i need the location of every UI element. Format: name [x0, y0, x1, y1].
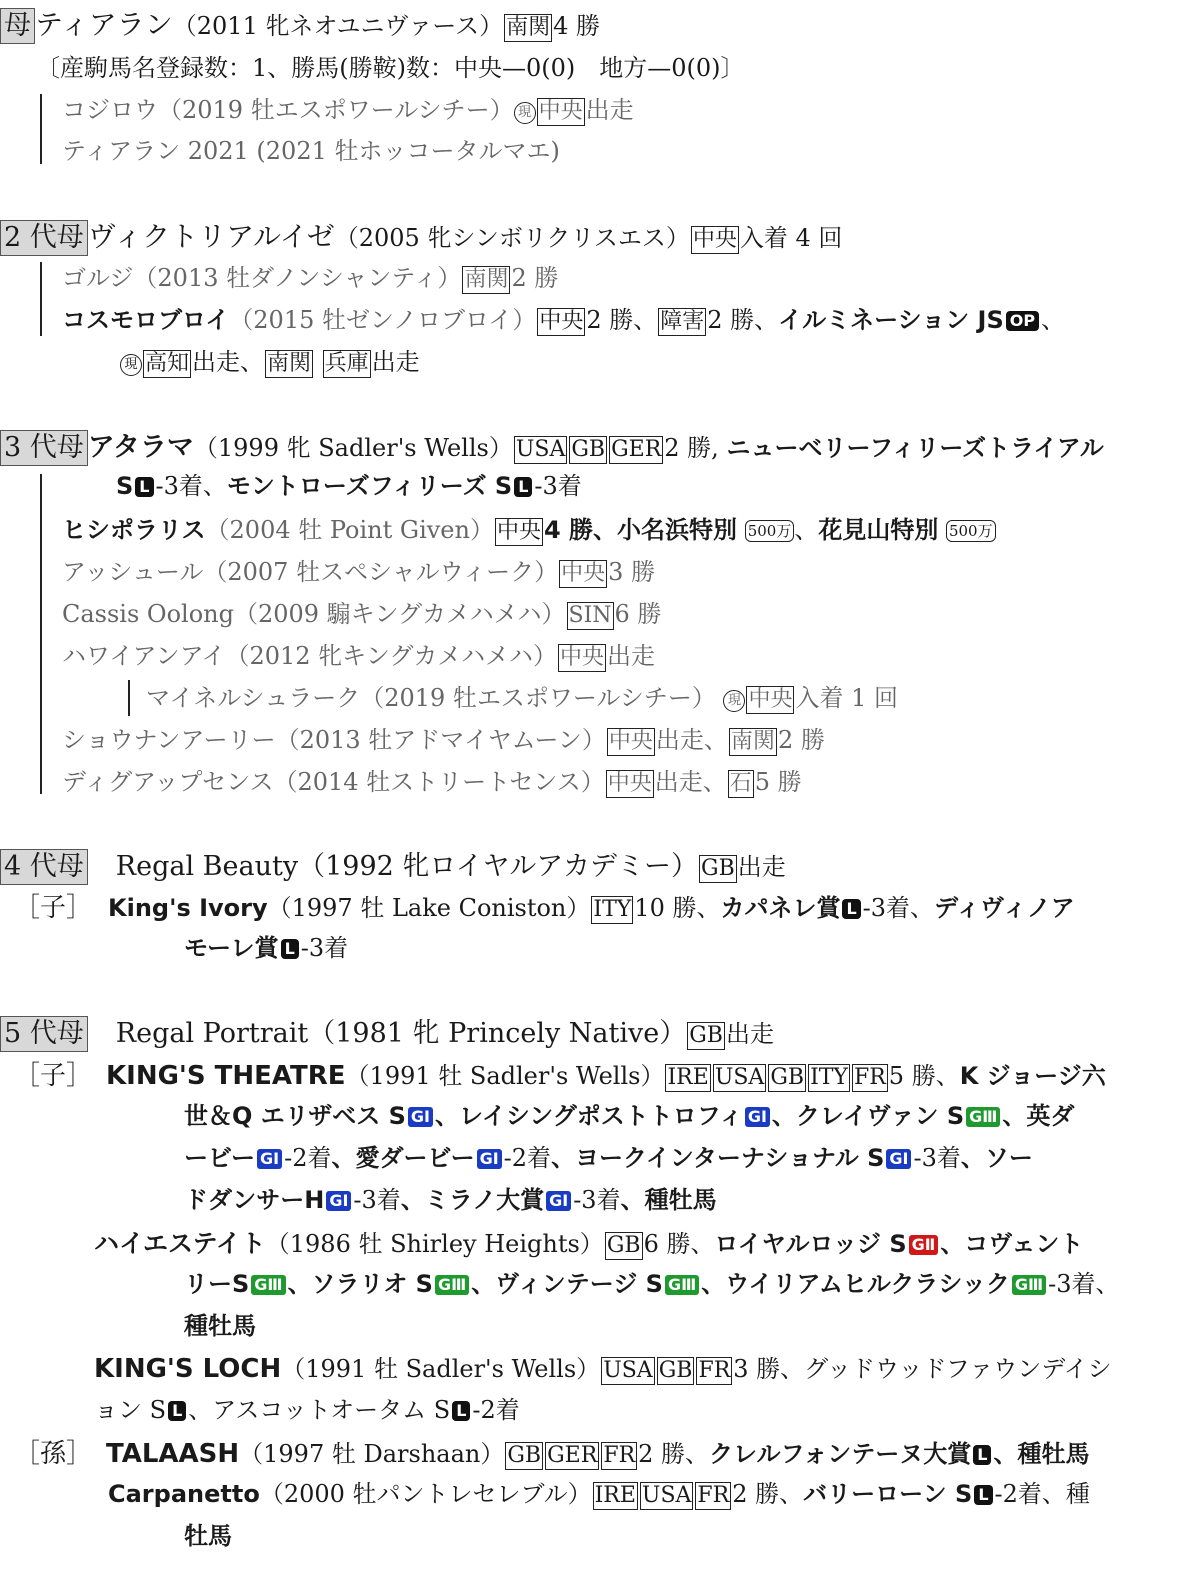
- current-mark: 現: [120, 354, 142, 376]
- race-result: 入着 1 回: [795, 684, 899, 712]
- generation-label: 母: [0, 8, 35, 44]
- offspring-name: ショウナンアーリー（2013 牡アドマイヤムーン）: [62, 726, 606, 754]
- section-3rd-dam: [0, 430, 1104, 466]
- offspring-name: KING'S THEATRE: [106, 1061, 346, 1091]
- section-2nd-dam: [0, 220, 842, 256]
- region-tag: GB: [770, 1065, 805, 1090]
- race-result: -2着: [472, 1396, 520, 1424]
- race-result: -3着、: [155, 472, 227, 500]
- region-tag: FR: [603, 1443, 636, 1468]
- race-name: ドダンサーH: [184, 1186, 325, 1214]
- offspring-row: [62, 556, 655, 588]
- offspring-row: [62, 766, 802, 798]
- offspring-name: ディグアップセンス（2014 牡ストリートセンス）: [62, 768, 605, 796]
- grandchild-label: ［孫］: [14, 1439, 93, 1469]
- offspring-row: [62, 724, 825, 756]
- offspring-row: [94, 1228, 1083, 1260]
- offspring-row: コスモロブロイ（2015 牡ゼンノロブロイ） 中央 2 勝、 障害 2 勝、イルミネーション JS OP 、: [62, 306, 1066, 334]
- region-tag: 中央: [607, 771, 652, 796]
- race-name: 、アスコットオータム S: [188, 1396, 451, 1424]
- offspring-name: ハワイアンアイ（2012 牝キングカメハメハ）: [62, 642, 557, 670]
- grade-badge-listed: L: [452, 1401, 470, 1421]
- race-row-cont: [116, 470, 582, 502]
- grade-badge-listed: L: [281, 939, 299, 959]
- region-tag: GB: [571, 437, 606, 462]
- offspring-name: King's Ivory: [108, 894, 268, 922]
- offspring-info: （1991 牡 Sadler's Wells）: [281, 1355, 601, 1383]
- race-result: -3着: [534, 472, 582, 500]
- race-name: モントローズフィリーズ S: [226, 472, 513, 500]
- race-result: 6 勝: [614, 600, 662, 628]
- race-result: 4 勝: [553, 12, 600, 40]
- region-tag: FR: [698, 1358, 731, 1383]
- offspring-info: （1986 牡 Shirley Heights）: [265, 1230, 604, 1258]
- offspring-row-cont: [120, 346, 420, 378]
- region-tag: FR: [853, 1065, 886, 1090]
- race-name: 、ヨークインターナショナル S: [551, 1144, 885, 1172]
- grade-badge-g1: GⅠ: [886, 1149, 911, 1169]
- race-name: 、種牡馬: [620, 1186, 717, 1214]
- offspring-row: [62, 640, 655, 672]
- offspring-name: コスモロブロイ: [62, 306, 230, 334]
- race-name: クレルフォンテーヌ大賞: [709, 1440, 972, 1468]
- race-result: 2 勝,: [664, 434, 719, 462]
- grade-badge-g1: GⅠ: [257, 1149, 282, 1169]
- race-result: 出走: [737, 853, 786, 881]
- race-result: 2 勝、: [732, 1480, 804, 1508]
- class-badge: 500万: [946, 520, 996, 542]
- offspring-row-cont: [184, 932, 348, 964]
- offspring-name: ヒシポラリス: [62, 516, 206, 544]
- region-tag: 中央: [496, 519, 541, 544]
- offspring-info: （2015 牡ゼンノロブロイ）: [229, 306, 537, 334]
- class-badge: 500万: [745, 520, 795, 542]
- grade-badge-g3: GⅢ: [435, 1275, 469, 1295]
- race-name: 、クレイヴァン S: [771, 1102, 965, 1130]
- child-label: ［子］: [14, 893, 93, 923]
- region-tag: GER: [611, 437, 662, 462]
- offspring-name: ハイエステイト: [94, 1229, 266, 1258]
- horse-name: ティアラン: [35, 8, 173, 41]
- race-result: 出走、: [655, 726, 728, 754]
- race-result: 2 勝: [511, 264, 559, 292]
- horse-name: Regal Beauty（1992 牝ロイヤルアカデミー）: [115, 851, 699, 882]
- region-tag: 南関: [730, 729, 775, 754]
- race-result: -2着: [284, 1144, 332, 1172]
- grand-offspring-row: [146, 682, 898, 714]
- race-result: 4 勝、: [543, 516, 618, 544]
- grade-badge-g3: GⅢ: [966, 1107, 1000, 1127]
- region-tag: ITY: [593, 897, 632, 922]
- grade-badge-g2: GⅡ: [909, 1235, 939, 1255]
- horse-name: アタラマ: [87, 432, 194, 463]
- race-name: ョン S: [94, 1396, 167, 1424]
- section-dam-line: [0, 8, 600, 44]
- race-result: -2着: [503, 1144, 552, 1172]
- horse-info: （2011 牝ネオユニヴァース）: [172, 12, 504, 40]
- offspring-name: マイネルシュラーク（2019 牡エスポワールシチー）: [146, 684, 716, 712]
- race-result: -3着: [573, 1186, 621, 1214]
- region-tag: USA: [714, 1065, 765, 1090]
- race-name: ービー: [184, 1144, 256, 1172]
- offspring-name: Cassis Oolong（2009 騸キングカメハメハ）: [62, 600, 566, 628]
- generation-label: 5 代母: [0, 1016, 88, 1052]
- grade-badge-listed: L: [514, 477, 532, 497]
- stud-note: 種牡馬: [184, 1312, 256, 1340]
- race-result: 10 勝、: [634, 894, 721, 922]
- race-result: 出走、: [192, 348, 265, 376]
- grade-badge-g1: GⅠ: [408, 1107, 433, 1127]
- offspring-info: （1991 牡 Sadler's Wells）: [345, 1062, 665, 1090]
- offspring-row: ティアラン 2021 (2021 牡ホッコータルマエ): [62, 137, 560, 165]
- race-result: 出走: [725, 1020, 774, 1048]
- region-tag: 中央: [692, 227, 737, 252]
- current-mark: 現: [723, 690, 745, 712]
- offspring-row: [106, 1060, 1106, 1092]
- race-result: 5 勝: [754, 768, 802, 796]
- stud-note: 牡馬: [184, 1522, 232, 1550]
- grand-offspring-row: [106, 1438, 1089, 1470]
- race-name: モーレ賞: [184, 934, 279, 962]
- region-tag: USA: [641, 1483, 692, 1508]
- grade-badge-g3: GⅢ: [251, 1275, 285, 1295]
- offspring-name: TALAASH: [106, 1439, 240, 1469]
- region-tag: GER: [547, 1443, 598, 1468]
- offspring-row-cont: [184, 1100, 1074, 1132]
- section-5th-dam: [0, 1016, 774, 1052]
- grade-badge-op: OP: [1006, 311, 1039, 331]
- race-result: 5 勝、: [888, 1062, 960, 1090]
- race-result: 入着 4 回: [739, 224, 843, 252]
- region-tag: IRE: [594, 1483, 636, 1508]
- race-name: ニューベリーフィリーズトライアル: [726, 434, 1104, 462]
- region-tag: SIN: [568, 603, 612, 628]
- race-result: 3 勝: [608, 558, 656, 586]
- region-tag: GB: [658, 1358, 693, 1383]
- race-name: 花見山特別: [818, 516, 939, 544]
- race-result: -3着、: [1048, 1270, 1120, 1298]
- race-name: 、レイシングポストトロフィ: [435, 1102, 743, 1130]
- grade-badge-listed: L: [842, 899, 860, 919]
- offspring-name: Carpanetto: [108, 1480, 260, 1508]
- offspring-name: KING'S LOCH: [94, 1354, 282, 1384]
- race-name: K ジョージ六: [959, 1062, 1106, 1090]
- grade-badge-g3: GⅢ: [665, 1275, 699, 1295]
- region-tag: GB: [507, 1443, 542, 1468]
- generation-label: 4 代母: [0, 849, 88, 885]
- race-result: 出走: [606, 642, 655, 670]
- race-result: 出走: [371, 348, 420, 376]
- grade-badge-g1: GⅠ: [326, 1191, 351, 1211]
- section-4th-dam: [0, 849, 786, 885]
- race-name: 世＆Q エリザベス S: [184, 1102, 406, 1130]
- horse-name: ヴィクトリアルイゼ: [87, 220, 335, 253]
- offspring-name: アッシュール（2007 牡スペシャルウィーク）: [62, 558, 559, 586]
- offspring-info: （1997 牡 Darshaan）: [239, 1440, 505, 1468]
- race-name: バリーローン S: [803, 1480, 973, 1508]
- horse-name: Regal Portrait（1981 牝 Princely Native）: [115, 1018, 687, 1049]
- region-tag: 石: [729, 771, 752, 796]
- offspring-row-cont: [94, 1394, 520, 1426]
- race-name: ロイヤルロッジ S: [714, 1230, 907, 1258]
- region-tag: GB: [689, 1023, 723, 1048]
- tree-bar: [40, 262, 42, 336]
- region-tag: USA: [603, 1358, 653, 1383]
- region-tag: ITY: [810, 1065, 848, 1090]
- grade-badge-listed: L: [973, 1445, 991, 1465]
- race-name: S: [116, 472, 134, 500]
- race-name: ディヴィノア: [934, 894, 1075, 922]
- horse-info: （1999 牝 Sadler's Wells）: [193, 434, 513, 462]
- race-result: 出走、: [654, 768, 727, 796]
- region-tag: 中央: [748, 687, 793, 712]
- race-name: 小名浜特別: [617, 516, 738, 544]
- race-result: 2 勝、: [586, 306, 658, 334]
- offspring-row-cont: [184, 1310, 256, 1342]
- race-result: -3着、: [862, 894, 935, 922]
- tree-bar: [40, 474, 42, 794]
- race-name: 、ヴィンテージ S: [471, 1270, 663, 1298]
- race-name: 、ソー: [960, 1144, 1033, 1172]
- tree-bar-nested: [128, 680, 130, 716]
- region-tag: 南関: [506, 15, 551, 40]
- race-result: 出走: [585, 96, 634, 124]
- offspring-row: [62, 262, 558, 294]
- grade-badge-g1: GⅠ: [477, 1149, 502, 1169]
- offspring-row-cont: [184, 1184, 717, 1216]
- offspring-row: ヒシポラリス（2004 牡 Point Given） 中央 4 勝、小名浜特別 500万 、花見山特別 500万: [62, 514, 996, 546]
- region-tag: 中央: [561, 561, 606, 586]
- offspring-info: （2000 牡パントレセレブル）: [259, 1480, 592, 1508]
- race-result: -3着: [913, 1144, 961, 1172]
- grand-offspring-row-cont: [184, 1520, 232, 1552]
- region-tag: 高知: [145, 351, 190, 376]
- region-tag: 南関: [464, 267, 509, 292]
- region-tag: 中央: [539, 309, 584, 334]
- grand-offspring-row: [108, 1478, 1090, 1510]
- generation-label: 2 代母: [0, 220, 88, 256]
- grade-badge-g3: GⅢ: [1012, 1275, 1046, 1295]
- horse-info: （2005 牝シンボリクリスエス）: [334, 224, 690, 252]
- stud-note: 、種牡馬: [993, 1440, 1090, 1468]
- race-name: 、ミラノ大賞: [400, 1186, 545, 1214]
- offspring-row: [62, 94, 634, 126]
- region-tag: GB: [701, 856, 735, 881]
- race-name: 、英ダ: [1002, 1102, 1075, 1130]
- offspring-row: [108, 892, 1075, 924]
- offspring-name: ゴルジ（2013 牡ダノンシャンティ）: [62, 264, 462, 292]
- race-result: 3 勝、グッドウッドファウンデイシ: [733, 1355, 1112, 1383]
- grade-badge-g1: GⅠ: [546, 1191, 571, 1211]
- generation-label: 3 代母: [0, 430, 88, 466]
- region-tag: 中央: [538, 99, 583, 124]
- race-result: 2 勝: [777, 726, 825, 754]
- offspring-row-cont: [184, 1142, 1033, 1174]
- region-tag: 南関: [267, 351, 312, 376]
- grade-badge-listed: L: [974, 1485, 992, 1505]
- grade-badge-listed: L: [135, 477, 153, 497]
- race-result: 2 勝、: [638, 1440, 710, 1468]
- current-mark: 現: [514, 102, 536, 124]
- race-result: 6 勝、: [643, 1230, 715, 1258]
- offspring-info: （1997 牡 Lake Coniston）: [267, 894, 591, 922]
- region-tag: IRE: [667, 1065, 709, 1090]
- offspring-row: [94, 1353, 1112, 1385]
- region-tag: 中央: [608, 729, 653, 754]
- offspring-row-cont: [184, 1268, 1120, 1300]
- region-tag: 障害: [660, 309, 705, 334]
- race-name: 、ウイリアムヒルクラシック: [701, 1270, 1010, 1298]
- race-name: 、ソラリオ S: [287, 1270, 433, 1298]
- race-name: リーS: [184, 1270, 250, 1298]
- race-result: -3着: [300, 934, 349, 962]
- region-tag: GB: [606, 1233, 641, 1258]
- grade-badge-g1: GⅠ: [745, 1107, 770, 1127]
- tree-bar: [40, 94, 42, 164]
- region-tag: 中央: [559, 645, 604, 670]
- region-tag: FR: [697, 1483, 730, 1508]
- race-name: カパネレ賞: [720, 894, 841, 922]
- region-tag: USA: [515, 437, 566, 462]
- offspring-row: [62, 598, 661, 630]
- race-name: イルミネーション JS: [778, 306, 1004, 334]
- race-result: 2 勝、: [707, 306, 779, 334]
- race-name: 、コヴェント: [940, 1230, 1084, 1258]
- race-result: -2着、種: [994, 1480, 1090, 1508]
- child-label: ［子］: [14, 1061, 93, 1091]
- offspring-name: コジロウ（2019 牡エスポワールシチー）: [62, 96, 514, 124]
- progeny-summary: 〔産駒馬名登録数：1、勝馬(勝鞍)数：中央—0(0) 地方—0(0)〕: [36, 54, 745, 82]
- race-result: -3着: [353, 1186, 401, 1214]
- region-tag: 兵庫: [324, 351, 369, 376]
- race-name: 、愛ダービー: [331, 1144, 475, 1172]
- grade-badge-listed: L: [168, 1401, 186, 1421]
- offspring-info: （2004 牡 Point Given）: [205, 516, 494, 544]
